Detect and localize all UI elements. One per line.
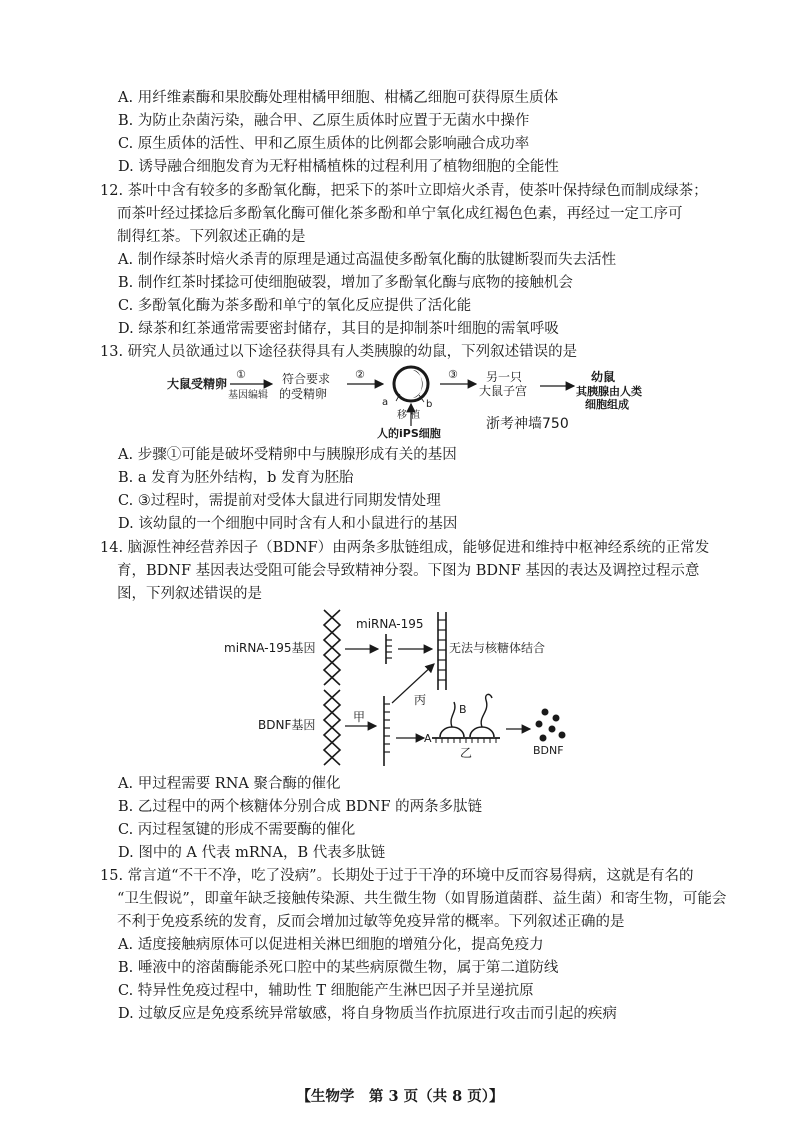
q13-mouse-line1: 另一只 <box>486 370 523 384</box>
bdnf-gene-label: BDNF基因 <box>258 718 316 732</box>
q13-ips-label: 人的iPS细胞 <box>377 427 441 440</box>
q13-implant-label: 移 植 <box>397 410 421 421</box>
q13-mouse-line2: 大鼠子宫 <box>479 384 528 398</box>
q15-stem-line2: “卫生假说”，即童年缺乏接触传染源、共生微生物（如胃肠道菌群、益生菌）和寄生物，可能会 <box>117 891 727 907</box>
q13-step2-label: ② <box>355 368 365 381</box>
q15-stem-line1: 15. 常言道“不干不净，吃了没病”。长期处于过于干净的环境中反而容易得病，这就是有名的 <box>100 868 694 884</box>
bdnf-dots <box>536 709 566 742</box>
q13-step1-label: ① <box>236 368 246 381</box>
q13-option-b: B. a 发育为胚外结构，b 发育为胚胎 <box>118 470 354 486</box>
label-b: B <box>459 703 467 716</box>
yi-label: 乙 <box>460 746 473 760</box>
q13-pup-line2: 其胰腺由人类 <box>576 385 642 398</box>
q14-option-a: A. 甲过程需要 RNA 聚合酶的催化 <box>118 776 341 792</box>
q14-option-b: B. 乙过程中的两个核糖体分别合成 BDNF 的两条多肽链 <box>118 799 483 815</box>
q14-stem-line1: 14. 脑源性神经营养因子（BDNF）由两条多肽链组成，能够促进和维持中枢神经系统的正常发 <box>100 540 710 556</box>
q11-option-a: A. 用纤维素酶和果胶酶处理柑橘甲细胞、柑橘乙细胞可获得原生质体 <box>118 90 559 106</box>
q12-stem-line1: 12. 茶叶中含有较多的多酚氧化酶，把采下的茶叶立即焙火杀青，使茶叶保持绿色而制成绿茶； <box>100 183 708 199</box>
no-bind-label: 无法与核糖体结合 <box>449 641 546 655</box>
mirna-label: miRNA-195 <box>356 617 424 631</box>
q13-edit-label: 基因编辑 <box>228 390 268 401</box>
bing-arrow <box>392 664 434 703</box>
q13-watermark: 浙考神墙750 <box>486 416 569 432</box>
q12-stem-line2: 而茶叶经过揉捻后多酚氧化酶可催化茶多酚和单宁氧化成红褐色色素，再经过一定工序可 <box>117 206 683 222</box>
q15-option-c: C. 特异性免疫过程中，辅助性 T 细胞能产生淋巴因子并呈递抗原 <box>118 983 534 999</box>
q11-option-c: C. 原生质体的活性、甲和乙原生质体的比例都会影响融合成功率 <box>118 136 530 152</box>
q12-option-c: C. 多酚氧化酶为茶多酚和单宁的氧化反应提供了活化能 <box>118 298 472 314</box>
bing-label: 丙 <box>414 693 427 707</box>
page-footer: 【生物学 第 3 页（共 8 页）】 <box>296 1088 504 1105</box>
jia-label: 甲 <box>353 710 366 724</box>
q11-option-d: D. 诱导融合细胞发育为无籽柑橘植株的过程利用了植物细胞的全能性 <box>118 159 559 175</box>
polypeptide-1 <box>451 702 455 727</box>
q13-pup-line3: 细胞组成 <box>585 398 629 411</box>
q13-option-a: A. 步骤①可能是破坏受精卵中与胰腺形成有关的基因 <box>118 447 457 463</box>
q13-label-a: a <box>382 397 389 408</box>
polypeptide-2 <box>481 694 492 727</box>
q13-pup-line1: 幼鼠 <box>591 370 616 384</box>
label-a: A <box>424 732 432 745</box>
q12-option-a: A. 制作绿茶时焙火杀青的原理是通过高温使多酚氧化酶的肽键断裂而失去活性 <box>118 252 617 268</box>
q14-option-c: C. 丙过程氢键的形成不需要酶的催化 <box>118 822 356 838</box>
q13-egg-label: 大鼠受精卵 <box>167 377 228 391</box>
q12-option-b: B. 制作红茶时揉捻可使细胞破裂，增加了多酚氧化酶与底物的接触机会 <box>118 275 573 291</box>
q12-stem-line3: 制得红茶。下列叙述正确的是 <box>117 229 306 245</box>
q14-stem-line2: 育，BDNF 基因表达受阻可能会导致精神分裂。下图为 BDNF 基因的表达及调控过程示意 <box>117 563 700 579</box>
q15-stem-line3: 不利于免疫系统的发育，反而会增加过敏等免疫异常的概率。下列叙述正确的是 <box>117 914 625 930</box>
ribosome-1 <box>440 727 464 737</box>
q13-label-b: b <box>426 399 433 410</box>
q13-target-line1: 符合要求 <box>282 372 331 386</box>
q13-option-c: C. ③过程时，需提前对受体大鼠进行同期发情处理 <box>118 493 441 509</box>
ribosome-2 <box>470 727 494 737</box>
q11-option-b: B. 为防止杂菌污染，融合甲、乙原生质体时应置于无菌水中操作 <box>118 113 530 129</box>
q15-option-b: B. 唾液中的溶菌酶能杀死口腔中的某些病原微生物，属于第二道防线 <box>118 960 559 976</box>
q14-stem-line3: 图，下列叙述错误的是 <box>117 586 262 602</box>
q13-stem: 13. 研究人员欲通过以下途径获得具有人类胰腺的幼鼠，下列叙述错误的是 <box>100 344 578 360</box>
q15-option-d: D. 过敏反应是免疫系统异常敏感，将自身物质当作抗原进行攻击而引起的疾病 <box>118 1006 617 1022</box>
q13-step3-label: ③ <box>448 368 458 381</box>
q15-option-a: A. 适度接触病原体可以促进相关淋巴细胞的增殖分化，提高免疫力 <box>118 937 544 953</box>
bdnf-label: BDNF <box>533 744 564 757</box>
q13-option-d: D. 该幼鼠的一个细胞中同时含有人和小鼠进行的基因 <box>118 516 458 532</box>
mirna-gene-helix <box>324 610 340 685</box>
q12-option-d: D. 绿茶和红茶通常需要密封储存，其目的是抑制茶叶细胞的需氧呼吸 <box>118 321 559 337</box>
mirna-gene-label: miRNA-195基因 <box>224 641 316 655</box>
q14-option-d: D. 图中的 A 代表 mRNA，B 代表多肽链 <box>118 845 386 861</box>
q13-target-line2: 的受精卵 <box>279 387 328 401</box>
bdnf-gene-helix <box>324 690 340 765</box>
